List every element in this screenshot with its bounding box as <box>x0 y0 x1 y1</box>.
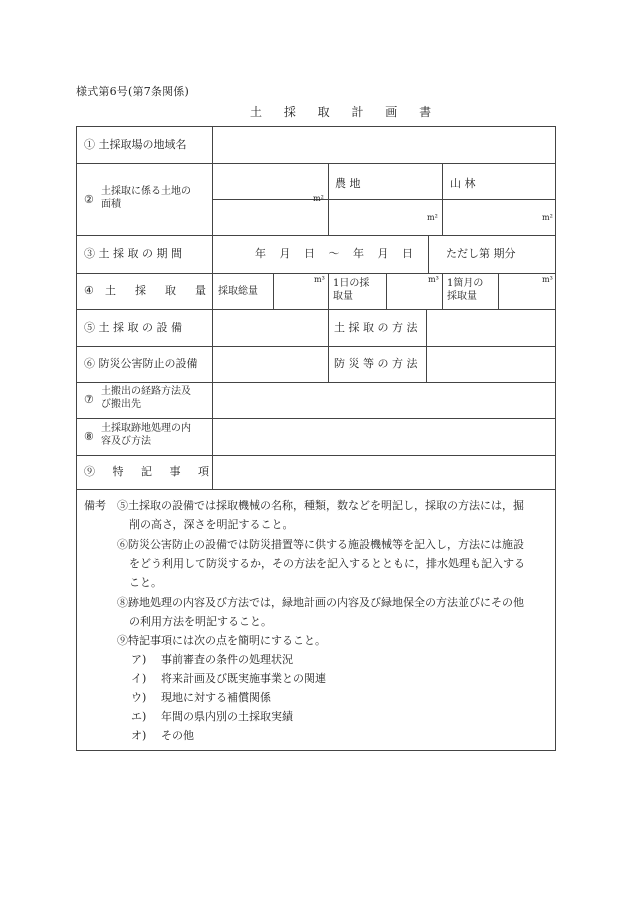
document-title: 土 採 取 計 画 書 <box>250 105 441 119</box>
remark-6-line2: をどう利用して防災するか，その方法を記入するとともに，排水処理も記入する <box>129 557 525 570</box>
period-proviso: ただし第 期分 <box>446 247 516 260</box>
total-volume-label: 採取総量 <box>218 286 258 297</box>
list-item-mark: エ) <box>131 710 147 723</box>
site-treatment-label-line1: 土採取跡地処理の内 <box>101 423 191 434</box>
row-divider <box>77 346 555 347</box>
extraction-method-label: 土 採 取 の 方 法 <box>334 321 418 334</box>
remark-8-line2: の利用方法を明記すること。 <box>129 615 272 628</box>
transport-route-label-line1: 土搬出の経路方法及 <box>101 386 191 397</box>
row-divider <box>77 455 555 456</box>
list-item: 将来計画及び既実施事業との関連 <box>161 672 326 685</box>
equipment-label: ⑤ 土 採 取 の 設 備 <box>84 321 182 334</box>
daily-volume-unit: m³ <box>428 275 439 284</box>
daily-volume-label-line1: 1日の採 <box>333 278 370 289</box>
remark-8-line1: ⑧跡地処理の内容及び方法では，緑地計画の内容及び緑地保全の方法並びにその他 <box>117 596 524 609</box>
forest-label-text: 山 林 <box>450 177 476 190</box>
label-column-divider <box>212 127 213 489</box>
monthly-volume-label-line1: 1箇月の <box>447 278 484 289</box>
form-number-label: 様式第6号(第7条関係) <box>76 85 189 98</box>
monthly-volume-label-line2: 採取量 <box>447 291 477 302</box>
row-number-2: ② <box>84 193 94 206</box>
transport-route-label-line2: び搬出先 <box>101 399 141 410</box>
plan-table <box>76 126 556 490</box>
row-number-7: ⑦ <box>84 393 94 406</box>
land-area-label-line1: 土採取に係る土地の <box>101 186 191 197</box>
disaster-prevention-label: ⑥ 防災公害防止の設備 <box>84 357 198 370</box>
daily-volume-label-line2: 取量 <box>333 291 353 302</box>
row-number-4: ④ <box>84 284 94 297</box>
list-item-mark: オ) <box>131 729 147 742</box>
site-treatment-label-line2: 容及び方法 <box>101 436 151 447</box>
remark-5-line2: 削の高さ，深さを明記すること。 <box>129 518 294 531</box>
land-area-unit: m² <box>313 194 324 203</box>
row-divider <box>77 235 555 236</box>
remark-6-line3: こと。 <box>129 576 162 589</box>
list-item-mark: ア) <box>131 653 147 666</box>
row-divider <box>77 273 555 274</box>
remark-9-line1: ⑨特記事項には次の点を簡明にすること。 <box>117 634 326 647</box>
row-divider <box>77 418 555 419</box>
list-item: 事前審査の条件の処理状況 <box>161 653 293 666</box>
col-divider <box>428 235 429 273</box>
col-divider <box>273 273 274 309</box>
extraction-volume-char: 取 <box>165 284 176 297</box>
row-number-8: ⑧ <box>84 430 94 443</box>
period-dates: 年 月 日 〜 年 月 日 <box>255 247 418 260</box>
col-divider <box>498 273 499 309</box>
col-divider <box>328 273 329 309</box>
row-divider <box>77 163 555 164</box>
row-divider <box>212 199 555 200</box>
farmland-label-text: 農 地 <box>335 177 361 190</box>
col-divider <box>442 273 443 309</box>
list-item-mark: イ) <box>131 672 147 685</box>
land-area-label-line2: 面積 <box>101 199 121 210</box>
special-notes-label: ⑨ 特 記 事 項 <box>84 465 216 478</box>
col-divider <box>328 309 329 382</box>
farmland-label <box>335 177 435 191</box>
farmland-unit: m² <box>427 213 438 222</box>
list-item: 現地に対する補償関係 <box>161 691 271 704</box>
row-divider <box>77 309 555 310</box>
remarks-section <box>76 490 556 751</box>
col-divider <box>442 163 443 235</box>
col-divider <box>328 163 329 235</box>
area-name-label: ① 土採取場の地域名 <box>84 138 187 151</box>
list-item-mark: ウ) <box>131 691 147 704</box>
remark-5-line1: ⑤土採取の設備では採取機械の名称，種類，数などを明記し，採取の方法には，掘 <box>117 499 524 512</box>
remarks-heading: 備考 <box>84 499 106 512</box>
list-item: 年間の県内別の土採取実績 <box>161 710 293 723</box>
col-divider <box>426 309 427 382</box>
forest-unit: m² <box>542 213 553 222</box>
period-label: ③ 土 採 取 の 期 間 <box>84 247 182 260</box>
monthly-volume-unit: m³ <box>542 275 553 284</box>
remark-6-line1: ⑥防災公害防止の設備では防災措置等に供する施設機械等を記入し，方法には施設 <box>117 538 524 551</box>
row-divider <box>77 382 555 383</box>
forest-label <box>450 177 550 191</box>
extraction-volume-label <box>105 284 206 298</box>
disaster-method-label: 防 災 等 の 方 法 <box>334 357 418 370</box>
list-item: その他 <box>161 729 194 742</box>
extraction-volume-char: 土 <box>105 284 116 297</box>
extraction-volume-char: 採 <box>135 284 146 297</box>
col-divider <box>386 273 387 309</box>
extraction-volume-char: 量 <box>195 284 206 297</box>
total-volume-unit: m³ <box>314 275 325 284</box>
